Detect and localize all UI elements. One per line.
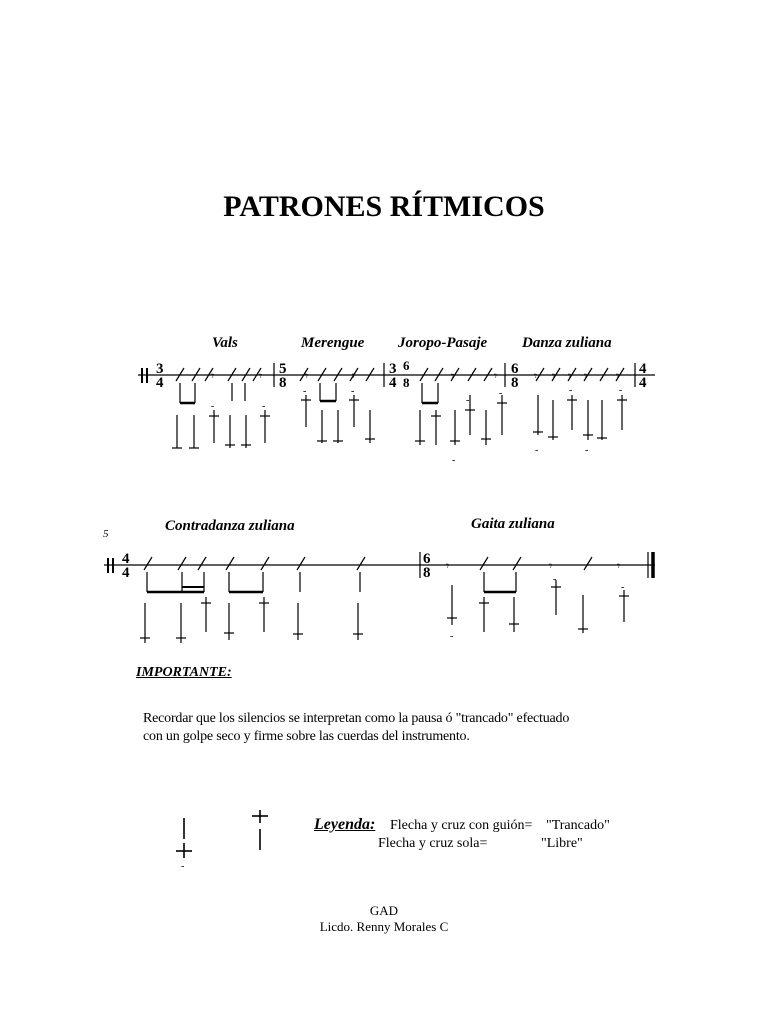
timesig-gaita-top: 6: [423, 551, 431, 567]
pattern-label-vals: Vals: [212, 335, 238, 351]
timesig-danza-top: 6: [511, 361, 519, 377]
timesig-end-top: 4: [639, 361, 647, 377]
timesig-vals-bottom: 4: [156, 375, 164, 391]
pattern-label-gaita: Gaita zuliana: [471, 516, 555, 532]
timesig-contradanza-bottom: 4: [122, 565, 130, 581]
svg-text:-: -: [569, 385, 573, 396]
legend-line-2-label: Flecha y cruz sola=: [378, 836, 488, 851]
pattern-label-joropo: Joropo-Pasaje: [398, 335, 488, 351]
svg-text:𝄾: 𝄾: [617, 559, 621, 573]
svg-text:-: -: [181, 861, 185, 872]
svg-text:-: -: [585, 445, 589, 456]
pattern-label-danza: Danza zuliana: [522, 335, 612, 351]
svg-text:𝄾: 𝄾: [552, 369, 556, 383]
timesig-joropo-b-bottom: 8: [403, 375, 410, 390]
rhythm-staff-system-1: [0, 355, 768, 470]
legend-symbols: [0, 805, 300, 875]
svg-text:-: -: [303, 386, 307, 397]
legend-title: Leyenda:: [314, 816, 376, 833]
svg-text:𝄾: 𝄾: [549, 559, 553, 573]
svg-text:𝄾: 𝄾: [616, 369, 620, 383]
pattern-label-merengue: Merengue: [301, 335, 365, 351]
important-line-2: con un golpe seco y firme sobre las cuerdas del instrumento.: [143, 729, 470, 744]
svg-text:𝄾: 𝄾: [259, 369, 263, 383]
measure-number: 5: [103, 528, 109, 540]
footer-author: Licdo. Renny Morales C: [319, 919, 449, 934]
legend-line-2-value: "Libre": [541, 836, 583, 851]
svg-text:𝄾: 𝄾: [494, 369, 498, 383]
svg-text:-: -: [535, 445, 539, 456]
timesig-end-bottom: 4: [639, 375, 647, 391]
rhythm-staff-system-2: [0, 540, 768, 655]
svg-text:𝄾: 𝄾: [451, 369, 455, 383]
svg-text:𝄾: 𝄾: [584, 369, 588, 383]
important-heading: IMPORTANTE:: [136, 665, 232, 680]
timesig-merengue-bottom: 8: [279, 375, 287, 391]
timesig-merengue-top: 5: [279, 361, 287, 377]
legend-line-1-label: Flecha y cruz con guión=: [390, 818, 533, 833]
legend-line-1-value: "Trancado": [546, 818, 610, 833]
svg-text:-: -: [211, 401, 215, 412]
pattern-label-contradanza: Contradanza zuliana: [165, 518, 295, 534]
svg-text:-: -: [262, 401, 266, 412]
timesig-joropo-a-top: 3: [389, 361, 397, 377]
page-title: PATRONES RÍTMICOS: [223, 190, 545, 223]
svg-text:-: -: [621, 582, 625, 593]
important-line-1: Recordar que los silencios se interpretan como la pausa ó "trancado" efectuado: [143, 711, 570, 726]
svg-text:-: -: [452, 455, 456, 466]
svg-text:𝄾: 𝄾: [352, 369, 356, 383]
svg-text:𝄾: 𝄾: [568, 369, 572, 383]
svg-text:𝄾: 𝄾: [446, 559, 450, 573]
timesig-joropo-b-top: 6: [403, 358, 410, 373]
timesig-vals-top: 3: [156, 361, 164, 377]
timesig-contradanza-top: 4: [122, 551, 130, 567]
svg-text:-: -: [351, 386, 355, 397]
svg-text:-: -: [619, 385, 623, 396]
svg-text:-: -: [450, 631, 454, 642]
svg-text:-: -: [553, 574, 557, 585]
timesig-danza-bottom: 8: [511, 375, 519, 391]
svg-text:𝄾: 𝄾: [211, 369, 215, 383]
svg-text:-: -: [466, 395, 470, 406]
svg-text:𝄾: 𝄾: [534, 369, 538, 383]
timesig-gaita-bottom: 8: [423, 565, 431, 581]
svg-text:𝄾: 𝄾: [305, 369, 309, 383]
timesig-joropo-a-bottom: 4: [389, 375, 397, 391]
footer-initials: GAD: [369, 903, 399, 918]
svg-text:-: -: [499, 388, 503, 399]
